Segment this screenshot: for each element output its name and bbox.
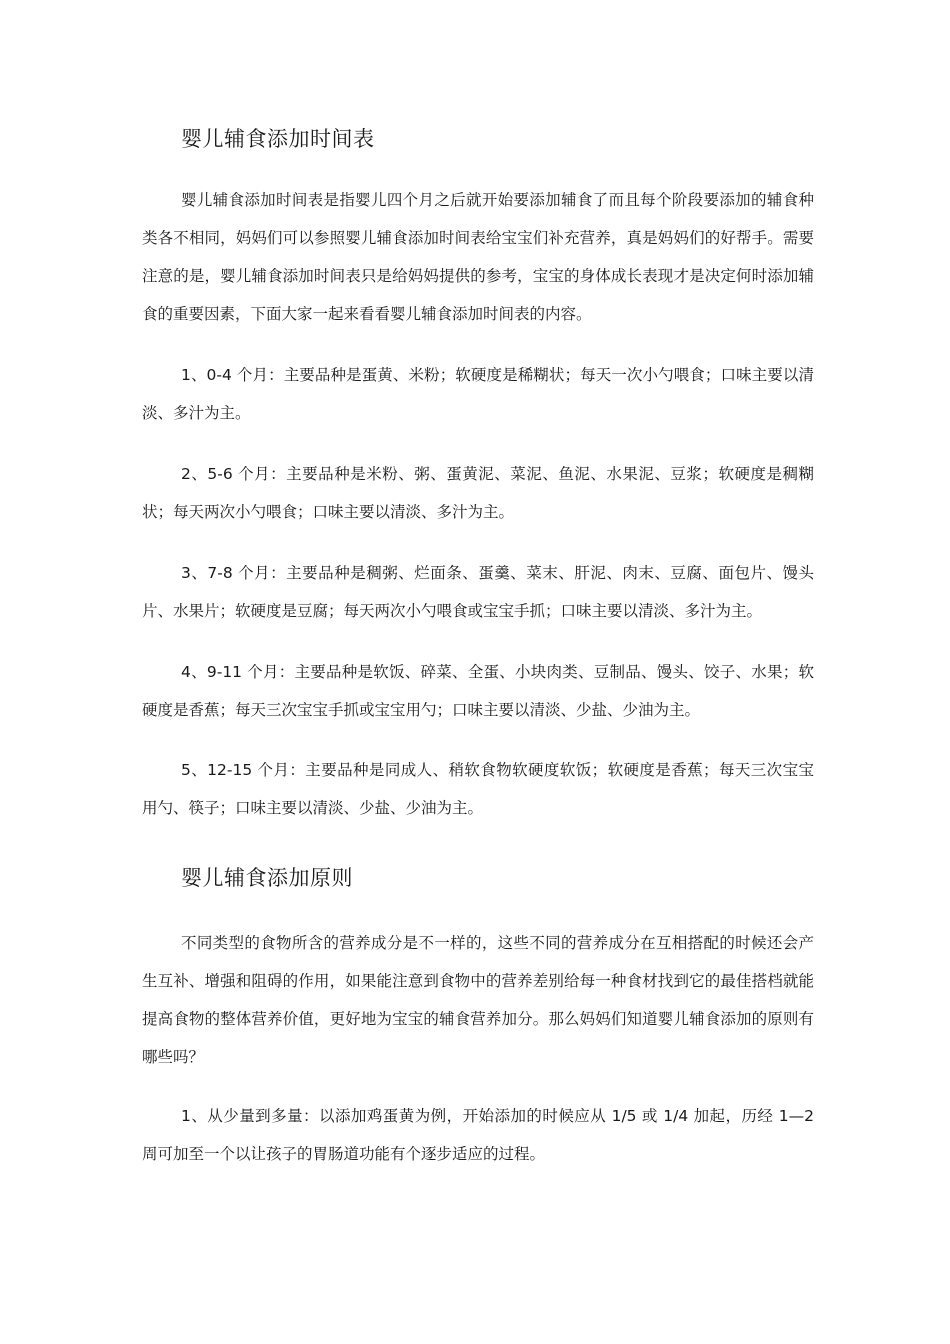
schedule-item-7-8-months: 3、7-8 个月：主要品种是稠粥、烂面条、蛋羹、菜末、肝泥、肉末、豆腐、面包片、馒头片、水果片；软硬度是豆腐；每天两次小勺喂食或宝宝手抓；口味主要以清淡、多汁为主。 xyxy=(142,564,814,620)
schedule-item-9-11-months: 4、9-11 个月：主要品种是软饭、碎菜、全蛋、小块肉类、豆制品、馒头、饺子、水果；软硬度是香蕉；每天三次宝宝手抓或宝宝用勺；口味主要以清淡、少盐、少油为主。 xyxy=(142,663,814,719)
schedule-intro-paragraph: 婴儿辅食添加时间表是指婴儿四个月之后就开始要添加辅食了而且每个阶段要添加的辅食种类各不相同，妈妈们可以参照婴儿辅食添加时间表给宝宝们补充营养，真是妈妈们的好帮手。需要注意的是，婴儿辅食添加时间表只是给妈妈提供的参考，宝宝的身体成长表现才是决定何时添加辅食的重要因素，下面大家一起来看看婴儿辅食添加时间表的内容。 xyxy=(142,191,814,323)
schedule-item-0-4-months: 1、0-4 个月：主要品种是蛋黄、米粉；软硬度是稀糊状；每天一次小勺喂食；口味主要以清淡、多汁为主。 xyxy=(142,366,814,422)
principle-item-small-to-large: 1、从少量到多量：以添加鸡蛋黄为例，开始添加的时候应从 1/5 或 1/4 加起，历经 1—2 周可加至一个以让孩子的胃肠道功能有个逐步适应的过程。 xyxy=(142,1107,814,1163)
section-title-feeding-schedule: 婴儿辅食添加时间表 xyxy=(181,127,375,151)
schedule-item-5-6-months: 2、5-6 个月：主要品种是米粉、粥、蛋黄泥、菜泥、鱼泥、水果泥、豆浆；软硬度是稠糊状；每天两次小勺喂食；口味主要以清淡、多汁为主。 xyxy=(142,465,814,521)
principles-intro-paragraph: 不同类型的食物所含的营养成分是不一样的，这些不同的营养成分在互相搭配的时候还会产生互补、增强和阻碍的作用，如果能注意到食物中的营养差别给每一种食材找到它的最佳搭档就能提高食物的整体营养价值，更好地为宝宝的辅食营养加分。那么妈妈们知道婴儿辅食添加的原则有哪些吗？ xyxy=(142,934,814,1066)
schedule-item-12-15-months: 5、12-15 个月：主要品种是同成人、稍软食物软硬度软饭；软硬度是香蕉；每天三次宝宝用勺、筷子；口味主要以清淡、少盐、少油为主。 xyxy=(142,761,814,817)
section-title-feeding-principles: 婴儿辅食添加原则 xyxy=(181,866,353,890)
